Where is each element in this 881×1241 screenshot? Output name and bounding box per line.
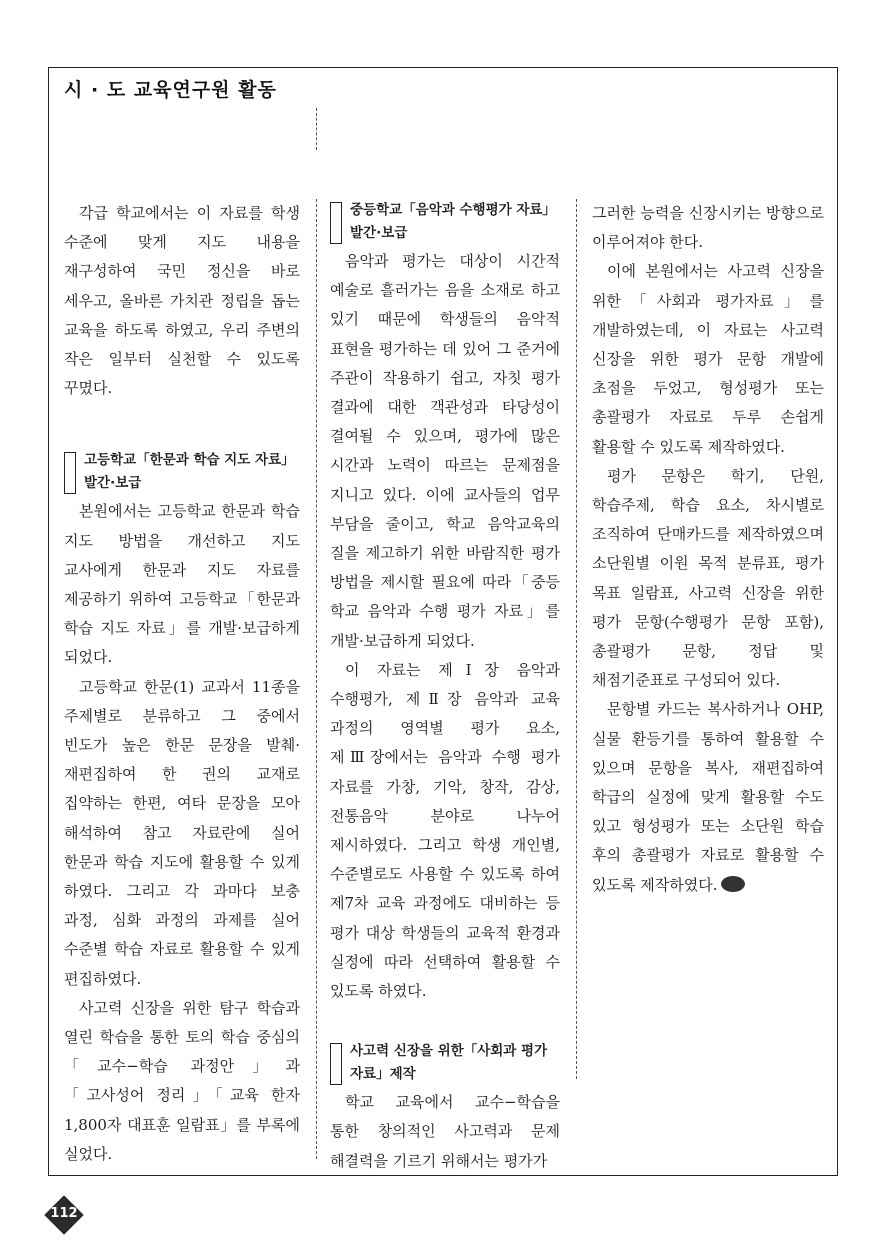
column-3 — [592, 199, 824, 900]
paragraph: 각급 학교에서는 이 자료를 학생 수준에 맞게 지도 내용을 재구성하여 국민 정신을 바로 세우고, 올바른 가치관 정립을 돕는 교육을 하도록 하였고, 우리 주변의 작은 일부터 실천할 수 있도록 꾸몄다. — [64, 204, 300, 398]
paragraph: 이 자료는 제Ⅰ장 음악과 수행평가, 제Ⅱ장 음악과 교육 과정의 영역별 평가 요소, 제Ⅲ장에서는 음악과 수행 평가 자료를 가창, 기악, 창작, 감상, 전통음악 분야로 나누어 제시하였다. 그리고 학생 개인별, 수준별로도 사용할 수 있도록 하여 제7차 교육 과정에도 대비하는 등 평가 대상 학생들의 교육적 환경과 실정에 따라 선택하여 활용할 수 있도록 하였다. — [330, 660, 560, 1001]
subheading-music: 중등학교「음악과 수행평가 자료」 발간·보급 — [330, 199, 560, 245]
column-2 — [330, 199, 560, 1176]
paragraph: 이에 본원에서는 사고력 신장을 위한「사회과 평가자료」를 개발하였는데, 이 자료는 사고력 신장을 위한 평가 문항 개발에 초점을 두었고, 형성평가 또는 총괄평가 자료로 두루 손쉽게 활용할 수 있도록 제작하였다. — [592, 262, 824, 456]
paragraph: 고등학교 한문(1) 교과서 11종을 주제별로 분류하고 그 중에서 빈도가 높은 한문 문장을 발췌·재편집하여 한 권의 교재로 집약하는 한편, 여타 문장을 모아 해석하여 참고 자료란에 실어 한문과 학습 지도에 활용할 수 있게 하였다. 그리고 각 과마다 보충 과정, 심화 과정의 과제를 실어 수준별 학습 자료로 활용할 수 있게 편집하였다. — [64, 677, 300, 988]
subheading-box-icon — [330, 1043, 342, 1085]
column-separator — [576, 199, 577, 1079]
page-number: 112 — [50, 1206, 78, 1221]
page-number-badge — [44, 1195, 84, 1235]
subheading-hanmun: 고등학교「한문과 학습 지도 자료」 발간·보급 — [64, 449, 300, 495]
paragraph: 평가 문항은 학기, 단원, 학습주제, 학습 요소, 차시별로 조직하여 단매카드를 제작하였으며 소단원별 이원 목적 분류표, 평가 목표 일람표, 사고력 신장을 위한 평가 문항(수행평가 문항 포함), 총괄평가 문항, 정답 및 채점기준표로 구성되어 있다. — [592, 466, 824, 690]
subheading-social: 사고력 신장을 위한「사회과 평가 자료」제작 — [330, 1040, 560, 1086]
end-mark-icon — [721, 876, 745, 892]
paragraph: 문항별 카드는 복사하거나 OHP, 실물 환등기를 통하여 활용할 수 있으며 문항을 복사, 재편집하여 학급의 실정에 맞게 활용할 수도 있고 형성평가 또는 소단원 학습 후의 총괄평가 자료로 활용할 수 있도록 제작하였다. — [592, 700, 824, 894]
paragraph: 그러한 능력을 신장시키는 방향으로 이루어져야 한다. — [592, 204, 824, 252]
section-title: 시 · 도 교육연구원 활동 — [64, 79, 277, 101]
subheading-box-icon — [330, 202, 342, 244]
paragraph: 본원에서는 고등학교 한문과 학습 지도 방법을 개선하고 지도 교사에게 한문과 지도 자료를 제공하기 위하여 고등학교「한문과 학습 지도 자료」를 개발·보급하게 되었다. — [64, 502, 300, 667]
paragraph: 학교 교육에서 교수−학습을 통한 창의적인 사고력과 문제 해결력을 기르기 위해서는 평가가 — [330, 1093, 560, 1170]
column-separator — [316, 199, 317, 1159]
header-rule — [48, 67, 838, 68]
paragraph: 사고력 신장을 위한 탐구 학습과 열린 학습을 통한 토의 학습 중심의 「교수−학습 과정안」과 「고사성어 정리」「교육 한자 1,800자 대표훈 일람표」를 부록에 실었다. — [64, 998, 300, 1163]
column-1 — [64, 199, 300, 1169]
subheading-box-icon — [64, 452, 76, 494]
column-separator — [316, 108, 317, 150]
paragraph: 음악과 평가는 대상이 시간적 예술로 흘러가는 음을 소재로 하고 있기 때문에 학생들의 음악적 표현을 평가하는 데 있어 그 준거에 주관이 작용하기 쉽고, 자칫 평가 결과에 대한 객관성과 타당성이 결여될 수 있으며, 평가에 많은 시간과 노력이 따르는 문제점을 지니고 있다. 이에 교사들의 업무 부담을 줄이고, 학교 음악교육의 질을 제고하기 위한 바람직한 평가 방법을 제시할 필요에 따라「중등 학교 음악과 수행 평가 자료」를 개발·보급하게 되었다. — [330, 252, 560, 650]
